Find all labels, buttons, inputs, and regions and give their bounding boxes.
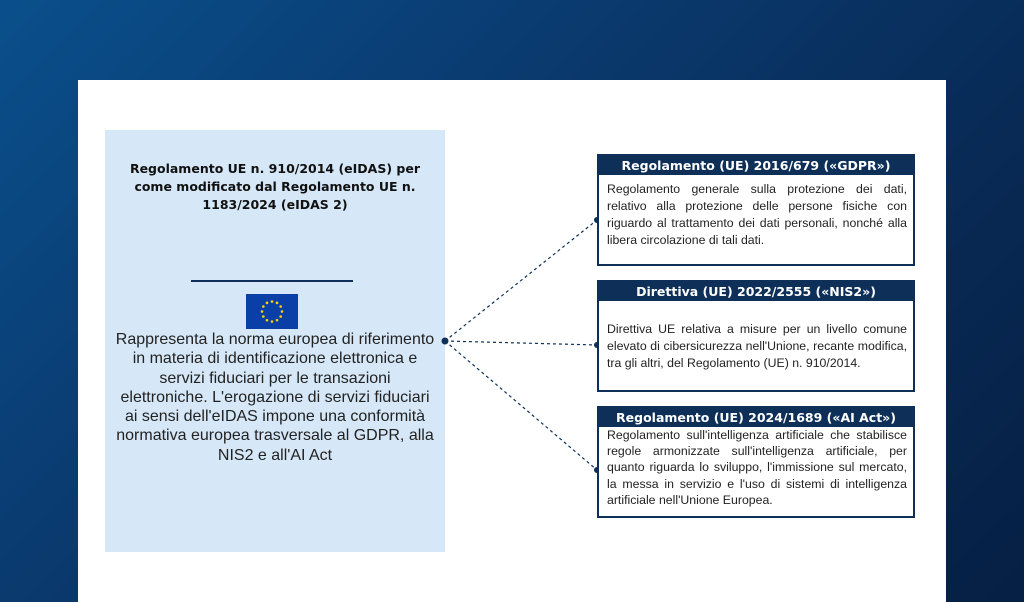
gdpr-title: Regolamento (UE) 2016/679 («GDPR»): [599, 156, 913, 175]
nis2-title: Direttiva (UE) 2022/2555 («NIS2»): [599, 282, 913, 301]
connector-gdpr: [445, 220, 597, 341]
title-divider: [191, 280, 353, 282]
eu-star: [281, 310, 284, 313]
eu-star: [279, 315, 282, 318]
nis2-box: [597, 280, 915, 392]
gdpr-box: [597, 154, 915, 266]
eu-star: [266, 302, 269, 305]
eu-star: [262, 305, 265, 308]
eidas-panel: [105, 130, 445, 552]
nis2-text: Direttiva UE relativa a misure per un livello comune elevato di cibersicurezza nell'Unione, recante modifica, tra gli altri, del Regolamento (UE) n. 910/2014.: [607, 322, 907, 370]
ai-act-title: Regolamento (UE) 2024/1689 («AI Act»): [599, 408, 913, 427]
gdpr-text: Regolamento generale sulla protezione dei dati, relativo alla protezione delle persone fisiche con riguardo al trattamento dei dati personali, nonché alla libera circolazione di tali dati.: [607, 182, 907, 247]
ai-act-box: [597, 406, 915, 518]
eu-flag-icon: [246, 294, 298, 329]
eu-star: [276, 319, 279, 322]
eu-star: [262, 315, 265, 318]
ai-act-text: Regolamento sull'intelligenza artificiale che stabilisce regole armonizzate sull'intelligenza artificiale, per quanto riguarda lo sviluppo, l'immissione sul mercato, la messa in servizio e l'uso di sistemi di intelligenza artificiale nell'Unione Europea.: [607, 428, 907, 507]
eu-star: [276, 302, 279, 305]
eu-flag-stars: [246, 294, 298, 329]
connector-nis2: [445, 341, 597, 345]
content-card: [78, 80, 946, 602]
eu-star: [279, 305, 282, 308]
eu-star: [271, 320, 274, 323]
eidas-title: Regolamento UE n. 910/2014 (eIDAS) per come modificato dal Regolamento UE n. 1183/2024 (eIDAS 2): [129, 161, 421, 212]
connector-ai-act: [445, 341, 597, 470]
eu-star: [271, 300, 274, 303]
eu-star: [266, 319, 269, 322]
eidas-description: Rappresenta la norma europea di riferimento in materia di identificazione elettronica e servizi fiduciari per le transazioni elettroniche. L'erogazione di servizi fiduciari ai sensi dell'eIDAS impone una conformità normativa europea trasversale al GDPR, alla NIS2 e all'AI Act: [115, 331, 435, 464]
eu-star: [261, 310, 264, 313]
